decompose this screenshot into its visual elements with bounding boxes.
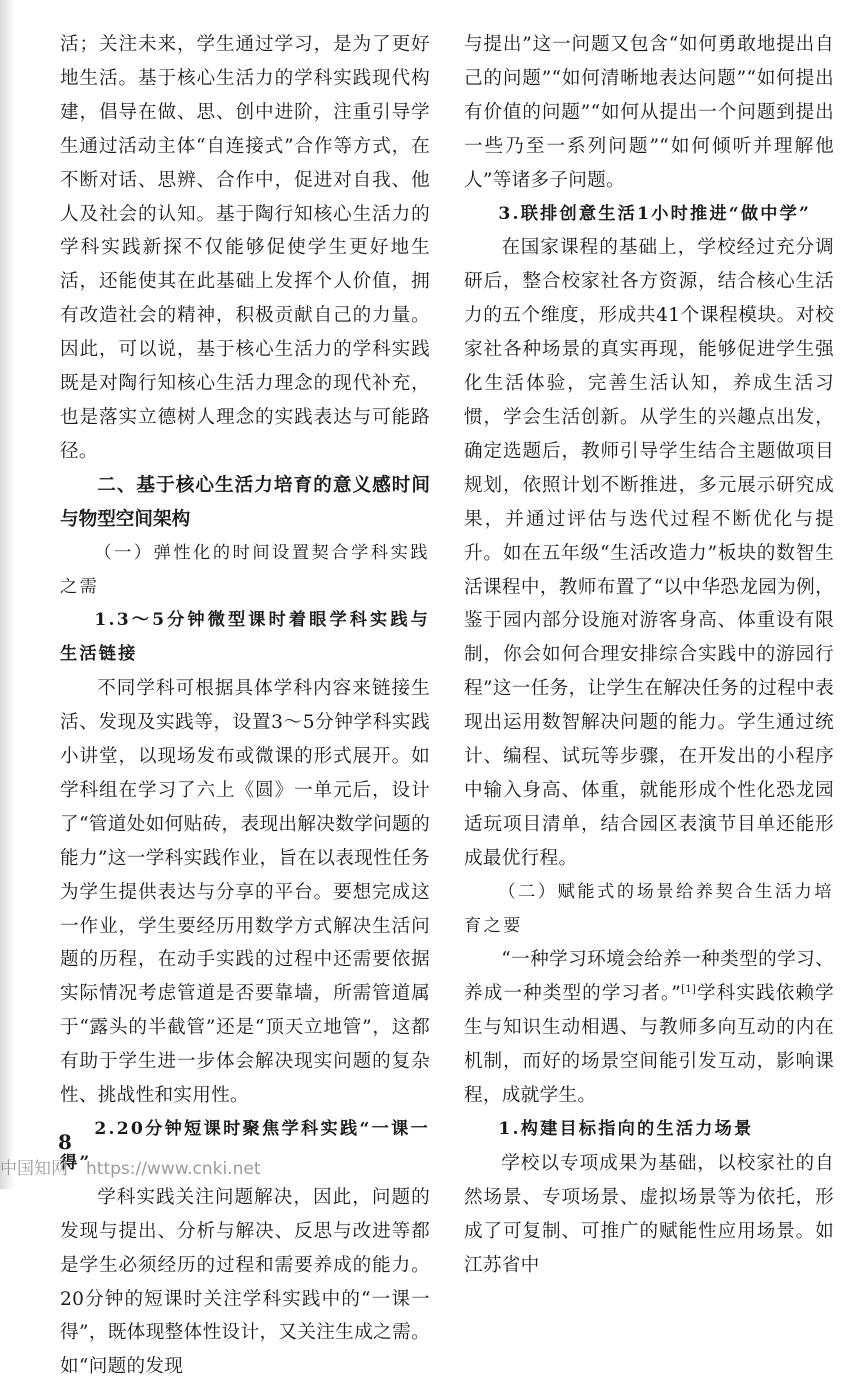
- body-paragraph: 与提出”这一问题又包含“如何勇敢地提出自己的问题”“如何清晰地表达问题”“如何提出有价值的问题”“如何从提出一个问题到提出一些乃至一系列问题”“如何倾听并理解他人”等诸多子问题。: [464, 34, 834, 191]
- left-column: [60, 28, 430, 1384]
- footnote-reference[interactable]: [1]: [681, 984, 697, 996]
- section-heading: 二、基于核心生活力培育的意义感时间与物型空间架构: [60, 474, 430, 530]
- subsection-heading: （二）赋能式的场景给养契合生活力培育之要: [464, 881, 834, 936]
- page-binding-shadow: [0, 0, 14, 1189]
- body-paragraph: 学校以专项成果为基础，以校家社的自然场景、专项场景、虚拟场景等为依托，形成了可复制、可推广的赋能性应用场景。如江苏省中: [464, 1152, 834, 1276]
- body-paragraph: 不同学科可根据具体学科内容来链接生活、发现及实践等，设置3～5分钟学科实践小讲堂，以现场发布或微课的形式展开。如学科组在学习了六上《圆》一单元后，设计了“管道处如何贴砖，表现出解决数学问题的能力”这一学科实践作业，旨在以表现性任务为学生提供表达与分享的平台。要想完成这一作业，学生要经历用数学方式解决生活问题的历程，在动手实践的过程中还需要依据实际情况考虑管道是否要靠墙，所需管道属于“露头的半截管”还是“顶天立地管”，这都有助于学生进一步体会解决现实问题的复杂性、挑战性和实用性。: [60, 678, 430, 1107]
- quote-paragraph: [464, 943, 834, 1113]
- quote-continuation: 学科实践依赖学生与知识生动相遇、与教师多向互动的内在机制，而好的场景空间能引发互动，影响课程，成就学生。: [464, 983, 834, 1107]
- body-paragraph: 在国家课程的基础上，学校经过充分调研后，整合校家社各方资源，结合核心生活力的五个维度，形成共41个课程模块。对校家社各种场景的真实再现，能够促进学生强化生活体验，完善生活认知，养成生活习惯，学会生活创新。从学生的兴趣点出发，确定选题后，教师引导学生结合主题做项目规划，依照计划不断推进，多元展示研究成果，并通过评估与迭代过程不断优化与提升。如在五年级“生活改造力”板块的数智生活课程中，教师布置了“以中华恐龙园为例，鉴于园内部分设施对游客身高、体重设有限制，你会如何合理安排综合实践中的游园行程”这一任务，让学生在解决任务的过程中表现出运用数智解决问题的能力。学生通过统计、编程、试玩等步骤，在开发出的小程序中输入身高、体重，就能形成个性化恐龙园适玩项目清单，结合园区表演节目单还能形成最优行程。: [464, 237, 834, 869]
- body-paragraph: 学科实践关注问题解决，因此，问题的发现与提出、分析与解决、反思与改进等都是学生必须经历的过程和需要养成的能力。20分钟的短课时关注学科实践中的“一课一得”，既体现整体性设计，又关注生成之需。如“问题的发现: [60, 1186, 430, 1378]
- subsubsection-heading: 1.构建目标指向的生活力场景: [498, 1119, 754, 1139]
- subsubsection-heading: 2.20分钟短课时聚焦学科实践“一课一得”: [60, 1119, 430, 1173]
- cnki-watermark: [0, 1154, 260, 1179]
- subsubsection-heading: 1.3～5分钟微型课时着眼学科实践与生活链接: [60, 610, 430, 665]
- quote-text: “一种学习环境会给养一种类型的学习、养成一种类型的学习者。”: [464, 949, 834, 1005]
- watermark-url[interactable]: https://www.cnki.net: [86, 1159, 261, 1179]
- page-number: 8: [58, 1130, 72, 1154]
- subsection-heading: （一）弹性化的时间设置契合学科实践之需: [60, 542, 430, 597]
- body-paragraph: 活；关注未来，学生通过学习，是为了更好地生活。基于核心生活力的学科实践现代构建，倡导在做、思、创中进阶，注重引导学生通过活动主体“自连接式”合作等方式，在不断对话、思辨、合作中，促进对自我、他人及社会的认知。基于陶行知核心生活力的学科实践新探不仅能够促使学生更好地生活，还能使其在此基础上发挥个人价值，拥有改造社会的精神，积极贡献自己的力量。因此，可以说，基于核心生活力的学科实践既是对陶行知核心生活力理念的现代补充，也是落实立德树人理念的实践表达与可能路径。: [60, 34, 430, 462]
- right-column: [464, 28, 834, 1283]
- watermark-site-name: 中国知网: [0, 1159, 68, 1179]
- subsubsection-heading: 3.联排创意生活1小时推进“做中学”: [498, 203, 812, 224]
